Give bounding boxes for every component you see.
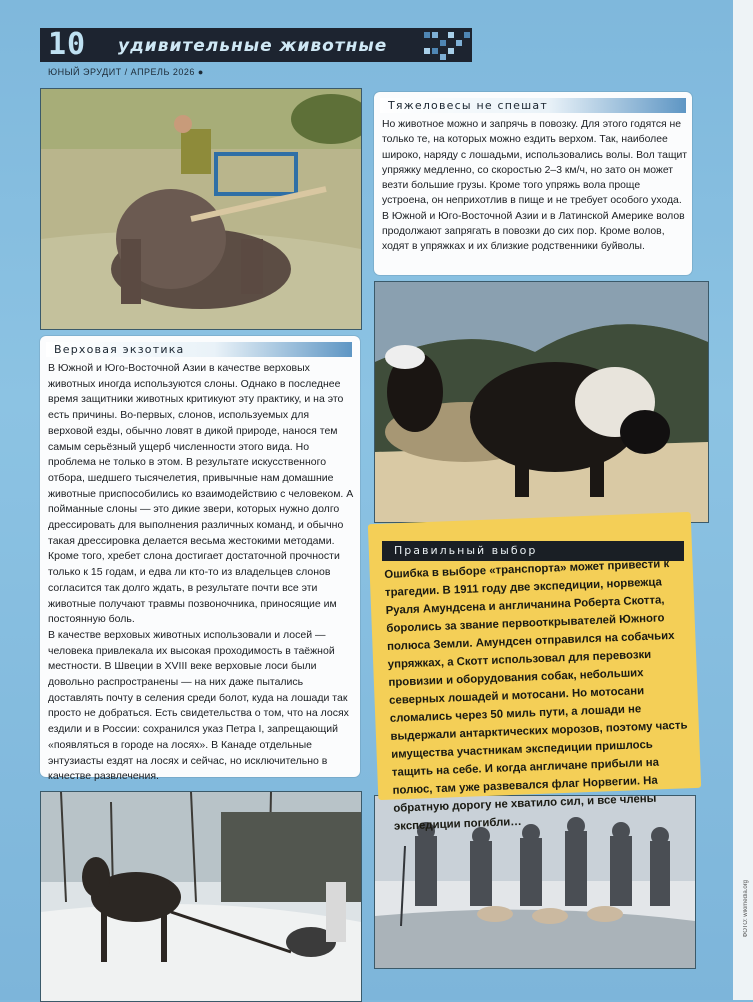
right-choice-title: Правильный выбор — [382, 541, 684, 561]
page-edge — [733, 0, 753, 1000]
riding-exotic-text — [48, 361, 356, 785]
section-title: удивительные животные — [118, 36, 388, 56]
heavy-animals-title: Тяжеловесы не спешат — [380, 98, 686, 113]
moose-sleigh-photo — [40, 791, 362, 1002]
photo-credit: ФОТО: wikimedia.org — [743, 880, 749, 938]
yak-photo — [374, 281, 709, 523]
page-number: 10 — [48, 27, 87, 62]
pixel-decoration-icon — [418, 28, 472, 62]
riding-exotic-title: Верховая экзотика — [46, 342, 352, 357]
right-choice-text: Ошибка в выборе «транспорта» может привести к трагедии. В 1911 году две экспедиции, норвежца Руаля Амундсена и англичанина Роберта Скотта, боролись за звание первооткрывателей Южного полюса Земли. Амундсен отправился на собачьих упряжках, а Скотт использовал для перевозки провизии и оборудования собак, небольших северных лошадей и мотосани. Но мотосани сломались через 50 миль пути, а лошади не выдержали антарктических морозов, поэтому часть имущества участникам экспедиции пришлось тащить на себе. И когда англичане прибыли на полюс, там уже развевался флаг Норвегии. На обратную дорогу не хватило сил, и все члены экспедиции погибли… — [384, 558, 688, 833]
elephant-photo — [40, 88, 362, 330]
magazine-issue: ЮНЫЙ ЭРУДИТ / АПРЕЛЬ 2026 ● — [48, 67, 204, 77]
heavy-animals-text: Но животное можно и запрячь в повозку. Для этого годятся не только те, на которых можно ездить верхом. Так, наиболее широко, наряду с лошадьми, использовались волы. Вол тащит упряжку медленно, со скоростью 2–3 км/ч, но зато он может везти большие грузы. Кроме того упряжь вола проще устроена, он неприхотлив в пище и не требует особого ухода. В Южной и Юго-Восточной Азии и в Латинской Америке волов продолжают запрягать в повозки до сих пор. Кроме волов, ходят в упряжках и их близкие родственники буйволы. — [382, 119, 688, 253]
riding-exotic-paragraph-2: В качестве верховых животных использовали и лосей — человека привлекала их высокая проходимость в таёжной местности. В Швеции в XVIII веке верховые лоси были довольно распространены — на них даже пытались доставлять почту в селения среди болот, куда на лошади так просто не добраться. Есть свидетельства о том, что на лосях ездили и в России: сохранился указ Петра I, запрещающий «появляться в городе на лосях». В Канаде отдельные энтузиасты ездят на лосях и сейчас, но исключительно в качестве развлечения. — [48, 628, 349, 783]
riding-exotic-paragraph-1: В Южной и Юго-Восточной Азии в качестве верховых животных иногда используются слоны. Однако в последнее время защитники животных критикуют эту практику, и на это есть причины. Во-первых, слонов, используемых для верховой езды, обычно ловят в дикой природе, нанося тем самым серьёзный ущерб численности этого вида. Но проблема не только в этом. В результате искусственного отбора, шедшего тысячелетия, привычные нам домашние животные приспособились ко взаимодействию с человеком. А пойманные слоны — это дикие звери, которых нужно долго дрессировать для выполнения различных команд, и обычно такая дрессировка делается весьма жестокими методами. Кроме того, хребет слона достигает достаточной прочности только к 15 годам, и едва ли кто-то из владельцев слонов согласится так долго ждать, в результате почти все эти животные получают травмы позвоночника, приносящие им постоянную боль. — [48, 362, 354, 626]
